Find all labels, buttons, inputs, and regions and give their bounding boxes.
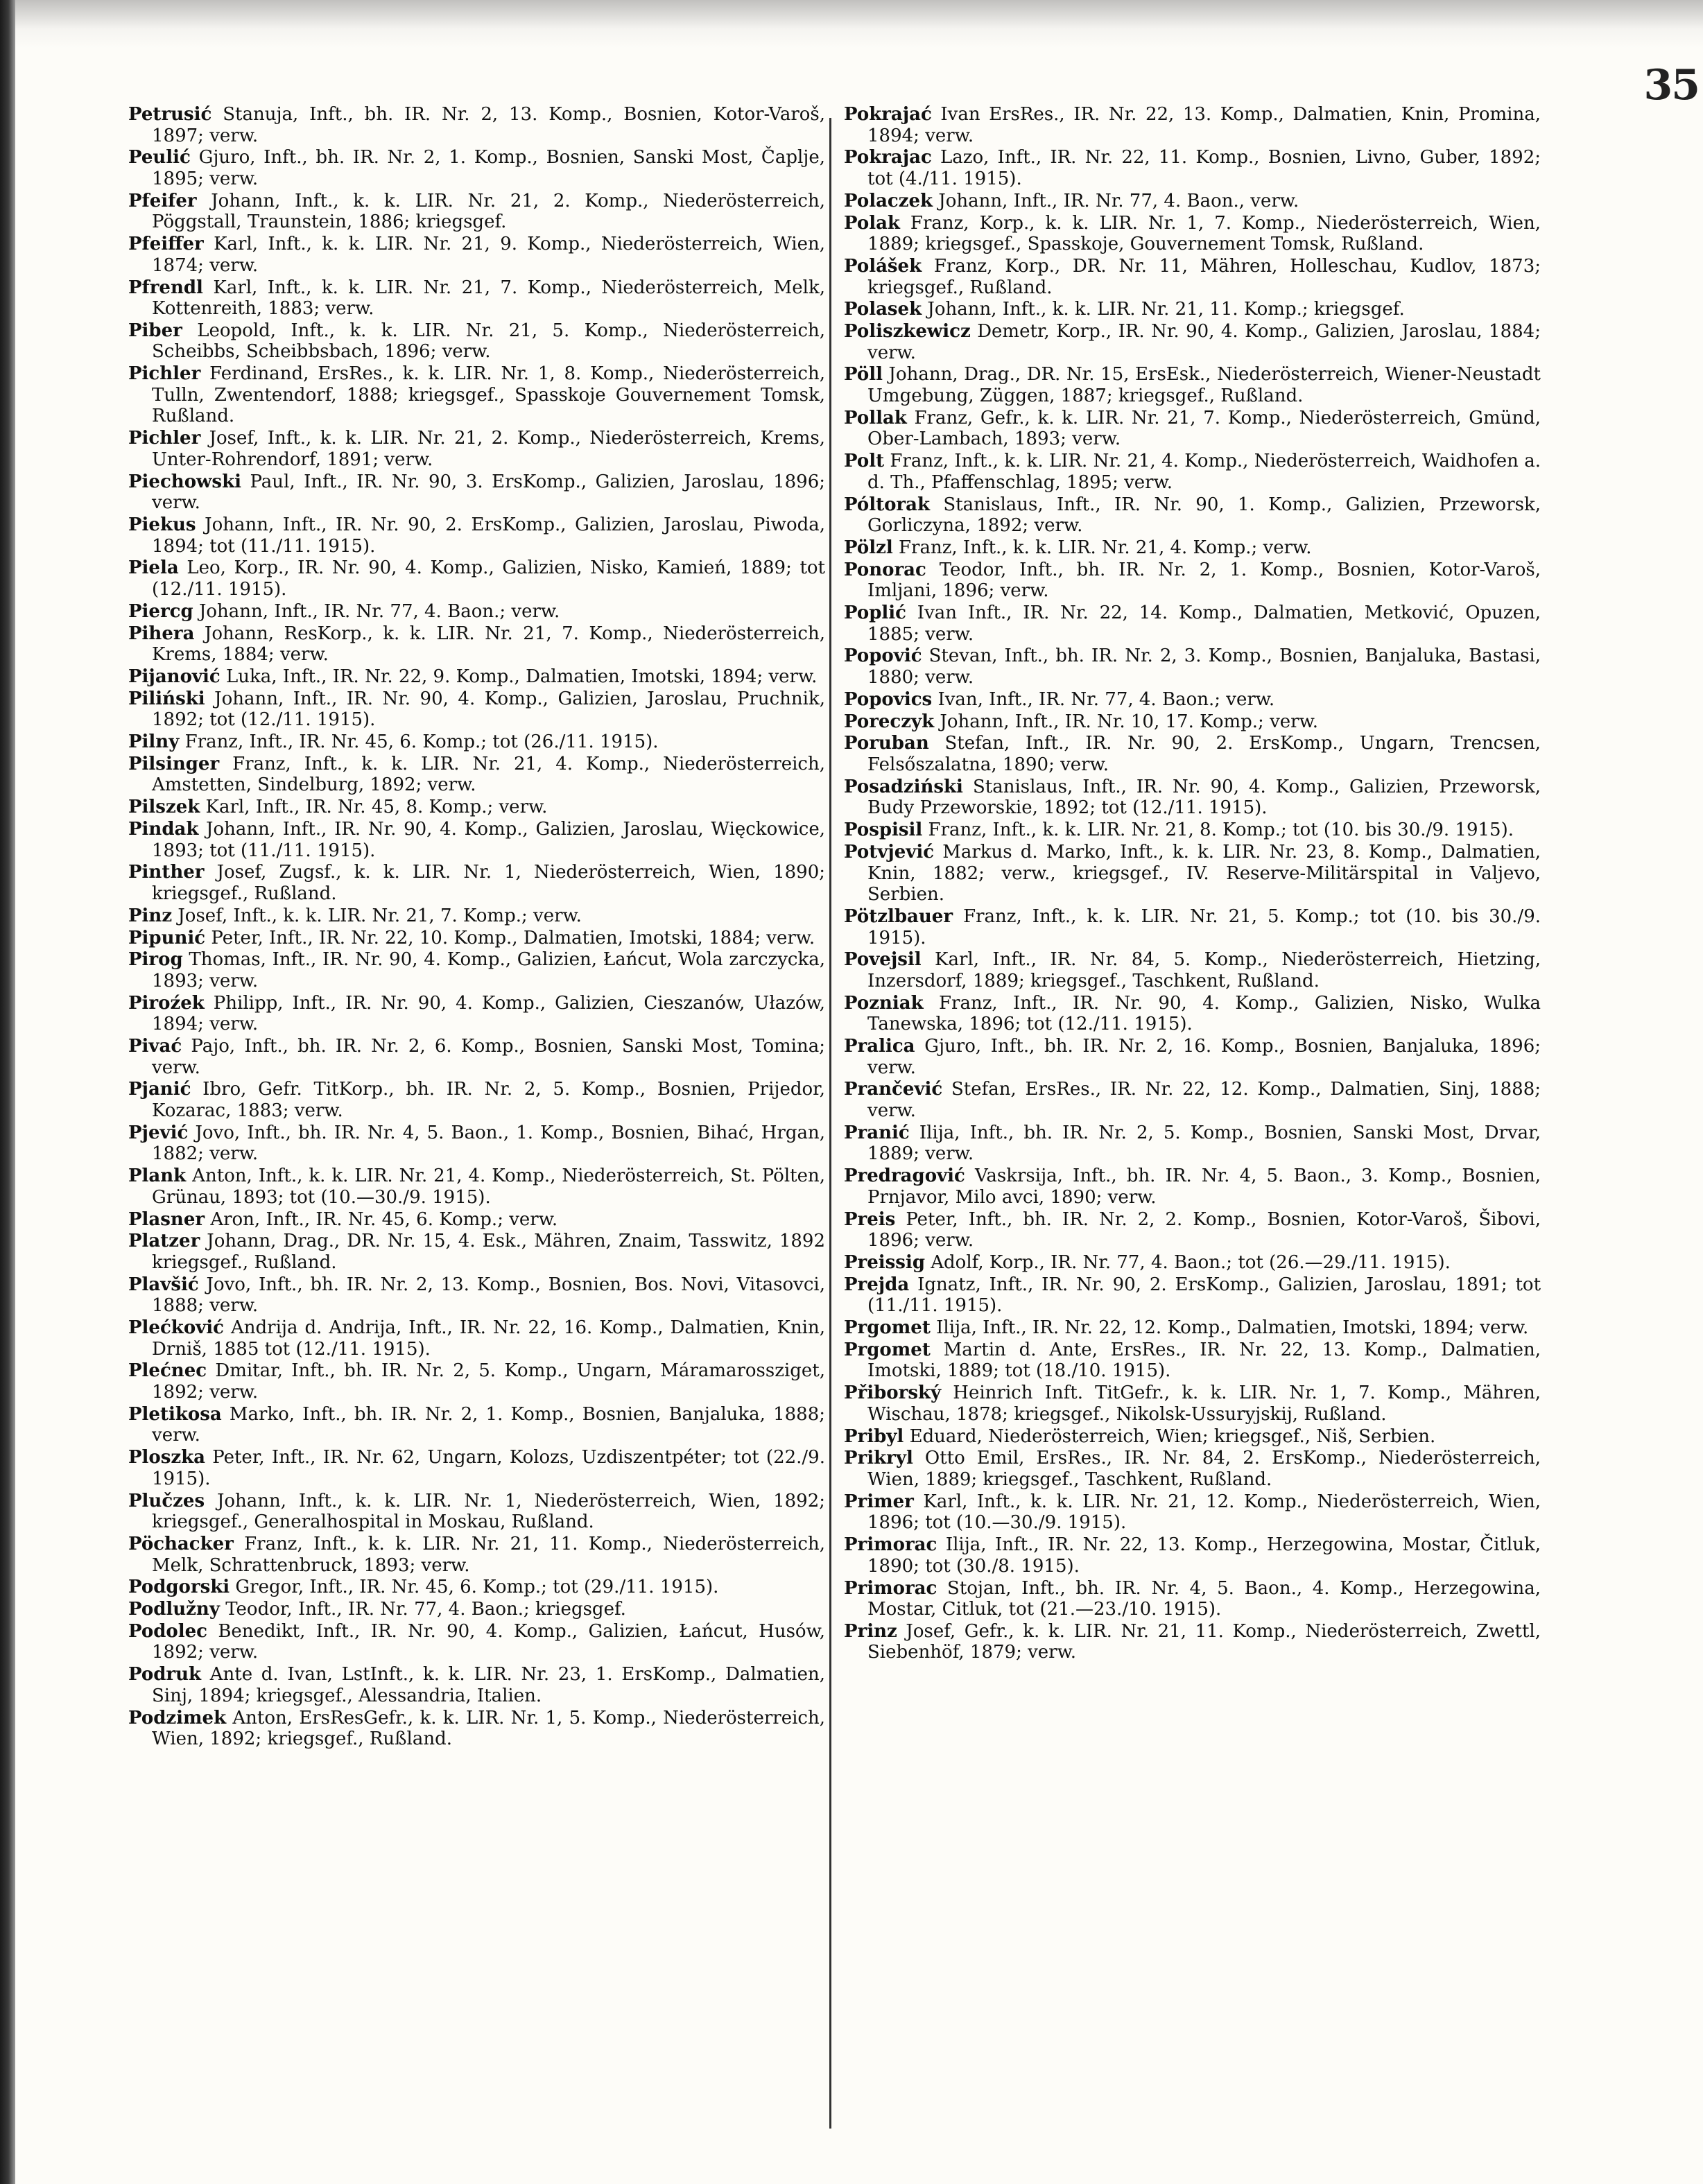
entry-surname: Polak <box>844 212 900 234</box>
list-entry <box>128 862 825 904</box>
list-entry <box>844 1340 1541 1382</box>
entry-details: Franz, Inft., k. k. LIR. Nr. 21, 11. Komp., Niederösterreich, Melk, Schrattenbruck, 1893; verw. <box>152 1533 826 1576</box>
list-entry <box>844 321 1541 363</box>
entry-details: Josef, Inft., k. k. LIR. Nr. 21, 7. Komp.; verw. <box>178 905 582 926</box>
entry-details: Martin d. Ante, ErsRes., IR. Nr. 22, 13. Komp., Dalmatien, Imotski, 1889; tot (18./10. 1915). <box>867 1339 1541 1382</box>
entry-details: Johann, Inft., IR. Nr. 10, 17. Komp.; verw. <box>940 711 1319 732</box>
entry-details: Johann, Inft., IR. Nr. 90, 4. Komp., Galizien, Jaroslau, Pruchnik, 1892; tot (12./11. 1915). <box>152 688 825 731</box>
entry-details: Stefan, Inft., IR. Nr. 90, 2. ErsKomp., Ungarn, Trencsen, Felsőszalatna, 1890; verw. <box>867 733 1541 775</box>
list-entry <box>128 819 825 861</box>
entry-surname: Pletikosa <box>128 1403 222 1425</box>
list-entry <box>844 1209 1541 1251</box>
entry-details: Gjuro, Inft., bh. IR. Nr. 2, 16. Komp., Bosnien, Banjaluka, 1896; verw. <box>867 1036 1541 1078</box>
list-entry <box>844 777 1541 819</box>
entry-surname: Podolec <box>128 1620 207 1642</box>
entry-details: Peter, Inft., IR. Nr. 62, Ungarn, Kolozs, Uzdiszentpéter; tot (22./9. 1915). <box>152 1447 825 1489</box>
entry-details: Paul, Inft., IR. Nr. 90, 3. ErsKomp., Galizien, Jaroslau, 1896; verw. <box>152 471 826 514</box>
entry-details: Johann, Inft., IR. Nr. 77, 4. Baon., verw. <box>938 190 1299 211</box>
entry-surname: Poplić <box>844 603 906 624</box>
list-entry <box>844 1534 1541 1577</box>
entry-surname: Petrusić <box>128 104 212 125</box>
list-entry <box>128 1534 825 1576</box>
entry-details: Ilija, Inft., IR. Nr. 22, 12. Komp., Dalmatien, Imotski, 1894; verw. <box>936 1317 1529 1339</box>
entry-surname: Piekus <box>128 514 196 535</box>
entry-details: Stojan, Inft., bh. IR. Nr. 4, 5. Baon., 4. Komp., Herzegowina, Mostar, Citluk, tot (21.—23./10. 1915). <box>867 1577 1541 1620</box>
list-entry <box>128 905 825 927</box>
entry-surname: Peulić <box>128 147 191 168</box>
list-entry <box>128 754 825 796</box>
list-entry <box>128 928 825 949</box>
entry-surname: Póltorak <box>844 494 930 515</box>
list-entry <box>844 299 1541 320</box>
list-entry <box>844 906 1541 948</box>
list-entry <box>128 993 825 1035</box>
entry-surname: Plasner <box>128 1208 205 1230</box>
column-divider <box>829 118 831 2129</box>
entry-surname: Primorac <box>844 1577 937 1599</box>
list-entry <box>128 104 825 146</box>
entry-surname: Prejda <box>844 1274 910 1295</box>
entry-details: Josef, Zugsf., k. k. LIR. Nr. 1, Niederösterreich, Wien, 1890; kriegsgef., Rußland. <box>152 862 826 904</box>
entry-surname: Pollak <box>844 407 907 428</box>
entry-details: Markus d. Marko, Inft., k. k. LIR. Nr. 23, 8. Komp., Dalmatien, Knin, 1882; verw., kriegsgef., IV. Reserve-Militärspital in Valjevo, Serbien. <box>867 841 1541 905</box>
entry-details: Johann, Drag., DR. Nr. 15, ErsEsk., Niederösterreich, Wiener-Neustadt Umgebung, Züggen, 1887; kriegsgef., Rußland. <box>867 364 1541 407</box>
entry-surname: Podlužny <box>128 1599 220 1620</box>
list-entry <box>844 104 1541 146</box>
list-entry <box>844 364 1541 406</box>
entry-details: Gjuro, Inft., bh. IR. Nr. 2, 1. Komp., Bosnien, Sanski Most, Čaplje, 1895; verw. <box>152 147 825 189</box>
entry-details: Teodor, Inft., IR. Nr. 77, 4. Baon.; kriegsgef. <box>225 1599 626 1620</box>
list-entry <box>128 147 825 189</box>
entry-details: Pajo, Inft., bh. IR. Nr. 2, 6. Komp., Bosnien, Sanski Most, Tomina; verw. <box>152 1036 825 1078</box>
entry-details: Stanislaus, Inft., IR. Nr. 90, 1. Komp., Galizien, Przeworsk, Gorliczyna, 1892; verw. <box>867 494 1541 537</box>
entry-surname: Preis <box>844 1208 896 1230</box>
entry-surname: Pindak <box>128 818 199 840</box>
entry-details: Adolf, Korp., IR. Nr. 77, 4. Baon.; tot (26.—29./11. 1915). <box>931 1251 1451 1273</box>
entry-details: Stanislaus, Inft., IR. Nr. 90, 4. Komp., Galizien, Przeworsk, Budy Przeworskie, 1892; tot (12./11. 1915). <box>867 776 1541 819</box>
list-entry <box>844 645 1541 688</box>
entry-surname: Pöchacker <box>128 1533 234 1554</box>
entry-details: Teodor, Inft., bh. IR. Nr. 2, 1. Komp., Bosnien, Kotor-Varoš, Imljani, 1896; verw. <box>867 559 1541 602</box>
list-entry <box>128 797 825 818</box>
entry-details: Demetr, Korp., IR. Nr. 90, 4. Komp., Galizien, Jaroslau, 1884; verw. <box>867 321 1541 363</box>
entry-surname: Piliński <box>128 688 205 709</box>
entry-details: Johann, Inft., k. k. LIR. Nr. 21, 2. Komp., Niederösterreich, Pöggstall, Traunstein, 1886; kriegsgef. <box>152 190 826 233</box>
list-entry <box>844 147 1541 189</box>
list-entry <box>128 1274 825 1317</box>
entry-surname: Plučzes <box>128 1490 205 1511</box>
entry-surname: Pokrajac <box>844 147 932 168</box>
entry-details: Dmitar, Inft., bh. IR. Nr. 2, 5. Komp., Ungarn, Máramarossziget, 1892; verw. <box>152 1360 826 1403</box>
list-entry <box>128 1360 825 1403</box>
entry-details: Leo, Korp., IR. Nr. 90, 4. Komp., Galizien, Nisko, Kamień, 1889; tot (12./11. 1915). <box>152 557 826 600</box>
entry-details: Karl, Inft., k. k. LIR. Nr. 21, 7. Komp., Niederösterreich, Melk, Kottenreith, 1883; verw. <box>152 277 826 320</box>
entry-surname: Piechowski <box>128 471 241 492</box>
list-entry <box>844 842 1541 905</box>
entry-details: Johann, Inft., IR. Nr. 90, 2. ErsKomp., Galizien, Jaroslau, Piwoda, 1894; tot (11./11. 1915). <box>152 514 826 557</box>
entry-details: Jovo, Inft., bh. IR. Nr. 4, 5. Baon., 1. Komp., Bosnien, Bihać, Hrgan, 1882; verw. <box>152 1122 825 1165</box>
list-entry <box>128 1036 825 1078</box>
entry-surname: Pinz <box>128 905 173 926</box>
entry-details: Johann, Inft., IR. Nr. 90, 4. Komp., Galizien, Jaroslau, Więckowice, 1893; tot (11./11. 1915). <box>152 818 826 861</box>
entry-surname: Pospisil <box>844 820 923 841</box>
list-entry <box>128 688 825 731</box>
list-entry <box>128 1165 825 1208</box>
entry-surname: Prgomet <box>844 1317 931 1339</box>
list-entry <box>128 191 825 233</box>
entry-surname: Prinz <box>844 1620 897 1642</box>
entry-surname: Pilsinger <box>128 753 220 774</box>
list-entry <box>844 993 1541 1035</box>
entry-surname: Podgorski <box>128 1577 230 1598</box>
entry-details: Stefan, ErsRes., IR. Nr. 22, 12. Komp., Dalmatien, Sinj, 1888; verw. <box>867 1079 1541 1121</box>
list-entry <box>844 537 1541 559</box>
entry-surname: Povejsil <box>844 949 922 971</box>
entry-details: Ibro, Gefr. TitKorp., bh. IR. Nr. 2, 5. Komp., Bosnien, Prijedor, Kozarac, 1883; verw. <box>152 1079 825 1121</box>
entry-surname: Piercg <box>128 600 193 622</box>
list-entry <box>128 277 825 320</box>
list-entry <box>844 603 1541 645</box>
list-entry <box>128 1708 825 1750</box>
entry-details: Heinrich Inft. TitGefr., k. k. LIR. Nr. 1, 7. Komp., Mähren, Wischau, 1878; kriegsgef., Nikolsk-Ussuryjskij, Rußland. <box>867 1383 1541 1425</box>
right-column <box>844 104 1541 1664</box>
entry-surname: Pijanović <box>128 666 221 687</box>
entry-surname: Pinther <box>128 862 205 883</box>
entry-details: Jovo, Inft., bh. IR. Nr. 2, 13. Komp., Bosnien, Bos. Novi, Vitasovci, 1888; verw. <box>152 1274 826 1317</box>
entry-details: Johann, Drag., DR. Nr. 15, 4. Esk., Mähren, Znaim, Tasswitz, 1892 kriegsgef., Rußland. <box>152 1231 826 1273</box>
list-entry <box>844 820 1541 841</box>
list-entry <box>844 1252 1541 1274</box>
entry-surname: Pichler <box>128 363 201 385</box>
entry-surname: Pichler <box>128 428 201 449</box>
entry-details: Johann, Inft., k. k. LIR. Nr. 1, Niederösterreich, Wien, 1892; kriegsgef., Generalhospital in Moskau, Rußland. <box>152 1490 826 1533</box>
list-entry <box>128 1123 825 1165</box>
entry-details: Philipp, Inft., IR. Nr. 90, 4. Komp., Galizien, Cieszanów, Ułazów, 1894; verw. <box>152 992 825 1035</box>
list-entry <box>128 1577 825 1598</box>
list-entry <box>844 1165 1541 1208</box>
entry-details: Franz, Inft., k. k. LIR. Nr. 21, 4. Komp., Niederösterreich, Amstetten, Sindelburg, 1892; verw. <box>152 753 825 796</box>
list-entry <box>844 560 1541 602</box>
left-column <box>128 104 825 1751</box>
page-number: 35 <box>1643 61 1699 110</box>
entry-details: Andrija d. Andrija, Inft., IR. Nr. 22, 16. Komp., Dalmatien, Knin, Drniš, 1885 tot (12./11. 1915). <box>152 1317 826 1360</box>
list-entry <box>128 234 825 276</box>
entry-surname: Ponorac <box>844 559 926 580</box>
entry-details: Franz, Gefr., k. k. LIR. Nr. 21, 7. Komp., Niederösterreich, Gmünd, Ober-Lambach, 1893; verw. <box>867 407 1541 450</box>
list-entry <box>128 601 825 623</box>
entry-details: Gregor, Inft., IR. Nr. 45, 6. Komp.; tot (29./11. 1915). <box>235 1577 719 1598</box>
entry-surname: Pfeiffer <box>128 234 204 255</box>
entry-surname: Pipunić <box>128 927 206 948</box>
entry-details: Peter, Inft., bh. IR. Nr. 2, 2. Komp., Bosnien, Kotor-Varoš, Šibovi, 1896; verw. <box>867 1208 1541 1251</box>
entry-surname: Pokrajać <box>844 104 932 125</box>
entry-details: Franz, Inft., k. k. LIR. Nr. 21, 4. Komp.; verw. <box>898 537 1312 558</box>
entry-surname: Polaczek <box>844 190 933 211</box>
list-entry <box>844 213 1541 255</box>
list-entry <box>844 256 1541 298</box>
entry-details: Stanuja, Inft., bh. IR. Nr. 2, 13. Komp., Bosnien, Kotor-Varoš, 1897; verw. <box>152 104 826 146</box>
entry-details: Ferdinand, ErsRes., k. k. LIR. Nr. 1, 8. Komp., Niederösterreich, Tulln, Zwentendorf, 1888; kriegsgef., Spasskoje Gouvernement Tomsk, Rußland. <box>152 363 826 427</box>
entry-surname: Posadziński <box>844 776 963 797</box>
entry-surname: Plećković <box>128 1317 224 1339</box>
list-entry <box>128 428 825 470</box>
entry-surname: Pihera <box>128 623 195 644</box>
entry-details: Josef, Gefr., k. k. LIR. Nr. 21, 11. Komp., Niederösterreich, Zwettl, Siebenhöf, 1879; verw. <box>867 1620 1541 1663</box>
entry-details: Anton, ErsResGefr., k. k. LIR. Nr. 1, 5. Komp., Niederösterreich, Wien, 1892; kriegsgef., Rußland. <box>152 1707 825 1750</box>
list-entry <box>128 1317 825 1360</box>
list-entry <box>128 949 825 991</box>
entry-details: Vaskrsija, Inft., bh. IR. Nr. 4, 5. Baon., 3. Komp., Bosnien, Prnjavor, Milo avci, 1890; verw. <box>867 1165 1541 1208</box>
list-entry <box>844 1079 1541 1121</box>
entry-surname: Podzimek <box>128 1707 227 1728</box>
list-entry <box>128 1209 825 1231</box>
entry-details: Aron, Inft., IR. Nr. 45, 6. Komp.; verw. <box>210 1208 558 1230</box>
entry-details: Ilija, Inft., IR. Nr. 22, 13. Komp., Herzegowina, Mostar, Čitluk, 1890; tot (30./8. 1915). <box>867 1534 1541 1577</box>
list-entry <box>844 191 1541 212</box>
entry-surname: Prančević <box>844 1079 943 1100</box>
entry-details: Lazo, Inft., IR. Nr. 22, 11. Komp., Bosnien, Livno, Guber, 1892; tot (4./11. 1915). <box>867 147 1541 189</box>
list-entry <box>844 733 1541 775</box>
list-entry <box>128 1599 825 1620</box>
entry-surname: Primer <box>844 1491 914 1512</box>
entry-surname: Plećnec <box>128 1360 207 1382</box>
list-entry <box>128 623 825 666</box>
entry-details: Franz, Inft., k. k. LIR. Nr. 21, 4. Komp., Niederösterreich, Waidhofen a. d. Th., Pfaffenschlag, 1895; verw. <box>867 451 1541 493</box>
entry-details: Johann, Inft., k. k. LIR. Nr. 21, 11. Komp.; kriegsgef. <box>927 299 1405 320</box>
list-entry <box>844 494 1541 537</box>
entry-details: Stevan, Inft., bh. IR. Nr. 2, 3. Komp., Bosnien, Banjaluka, Bastasi, 1880; verw. <box>867 645 1541 688</box>
entry-surname: Poruban <box>844 733 929 754</box>
entry-surname: Pfrendl <box>128 277 203 298</box>
entry-details: Benedikt, Inft., IR. Nr. 90, 4. Komp., Galizien, Łańcut, Husów, 1892; verw. <box>152 1620 826 1663</box>
list-entry <box>844 949 1541 991</box>
entry-details: Ante d. Ivan, LstInft., k. k. LIR. Nr. 23, 1. ErsKomp., Dalmatien, Sinj, 1894; kriegsgef., Alessandria, Italien. <box>152 1664 825 1706</box>
entry-surname: Pirog <box>128 949 183 971</box>
entry-surname: Preissig <box>844 1251 925 1273</box>
list-entry <box>844 1426 1541 1448</box>
entry-surname: Polt <box>844 451 885 472</box>
entry-surname: Pjanić <box>128 1079 191 1100</box>
entry-surname: Prgomet <box>844 1339 931 1360</box>
entry-surname: Popovics <box>844 688 933 710</box>
entry-details: Franz, Korp., k. k. LIR. Nr. 1, 7. Komp., Niederösterreich, Wien, 1889; kriegsgef., Spasskoje, Gouvernement Tomsk, Rußland. <box>867 212 1541 255</box>
entry-details: Karl, Inft., k. k. LIR. Nr. 21, 9. Komp., Niederösterreich, Wien, 1874; verw. <box>152 234 826 276</box>
list-entry <box>128 731 825 753</box>
entry-surname: Popović <box>844 645 922 667</box>
entry-surname: Primorac <box>844 1534 937 1556</box>
list-entry <box>844 689 1541 711</box>
entry-surname: Pjević <box>128 1122 189 1143</box>
entry-surname: Pölzl <box>844 537 893 558</box>
list-entry <box>844 1621 1541 1663</box>
entry-surname: Pilszek <box>128 797 200 818</box>
list-entry <box>128 557 825 600</box>
entry-details: Marko, Inft., bh. IR. Nr. 2, 1. Komp., Bosnien, Banjaluka, 1888; verw. <box>152 1403 825 1446</box>
entry-surname: Piroźek <box>128 992 205 1014</box>
entry-details: Eduard, Niederösterreich, Wien; kriegsgef., Niš, Serbien. <box>909 1425 1436 1447</box>
entry-surname: Polasek <box>844 299 922 320</box>
entry-surname: Platzer <box>128 1231 200 1252</box>
entry-surname: Pilny <box>128 731 180 753</box>
entry-surname: Pozniak <box>844 992 924 1014</box>
list-entry <box>128 514 825 557</box>
entry-surname: Plavšić <box>128 1274 199 1295</box>
list-entry <box>128 363 825 427</box>
entry-surname: Plank <box>128 1165 187 1187</box>
top-scan-shadow <box>15 0 1703 49</box>
entry-details: Franz, Inft., k. k. LIR. Nr. 21, 8. Komp.; tot (10. bis 30./9. 1915). <box>928 820 1514 841</box>
entry-surname: Polášek <box>844 255 922 277</box>
entry-details: Ivan Inft., IR. Nr. 22, 14. Komp., Dalmatien, Metković, Opuzen, 1885; verw. <box>867 603 1541 645</box>
entry-details: Ignatz, Inft., IR. Nr. 90, 2. ErsKomp., Galizien, Jaroslau, 1891; tot (11./11. 1915). <box>867 1274 1541 1317</box>
entry-surname: Predragović <box>844 1165 965 1187</box>
entry-surname: Pranić <box>844 1122 910 1143</box>
entry-details: Karl, Inft., IR. Nr. 45, 8. Komp.; verw. <box>205 797 548 818</box>
entry-details: Franz, Inft., IR. Nr. 90, 4. Komp., Galizien, Nisko, Wulka Tanewska, 1896; tot (12./11. 1915). <box>867 992 1541 1035</box>
entry-details: Franz, Korp., DR. Nr. 11, Mähren, Holleschau, Kudlov, 1873; kriegsgef., Rußland. <box>867 255 1541 298</box>
entry-details: Otto Emil, ErsRes., IR. Nr. 84, 2. ErsKomp., Niederösterreich, Wien, 1889; kriegsgef., Taschkent, Rußland. <box>867 1448 1541 1490</box>
entry-surname: Poliszkewicz <box>844 321 971 343</box>
entry-details: Karl, Inft., k. k. LIR. Nr. 21, 12. Komp., Niederösterreich, Wien, 1896; tot (10.—30./9. 1915). <box>867 1491 1541 1534</box>
entry-details: Thomas, Inft., IR. Nr. 90, 4. Komp., Galizien, Łańcut, Wola zarczycka, 1893; verw. <box>152 949 826 991</box>
list-entry <box>128 471 825 514</box>
entry-details: Leopold, Inft., k. k. LIR. Nr. 21, 5. Komp., Niederösterreich, Scheibbs, Scheibbsbach, 1896; verw. <box>152 320 826 363</box>
entry-surname: Piber <box>128 320 182 341</box>
entry-details: Ivan ErsRes., IR. Nr. 22, 13. Komp., Dalmatien, Knin, Promina, 1894; verw. <box>867 104 1541 146</box>
list-entry <box>844 1578 1541 1620</box>
list-entry <box>844 1448 1541 1490</box>
list-entry <box>844 451 1541 493</box>
list-entry <box>844 1123 1541 1165</box>
list-entry <box>844 711 1541 733</box>
entry-surname: Piela <box>128 557 179 579</box>
entry-surname: Potvjević <box>844 841 935 863</box>
entry-details: Karl, Inft., IR. Nr. 84, 5. Komp., Niederösterreich, Hietzing, Inzersdorf, 1889; kriegsgef., Taschkent, Rußland. <box>867 949 1541 991</box>
entry-surname: Pivać <box>128 1036 182 1057</box>
list-entry <box>128 1404 825 1446</box>
list-entry <box>128 1079 825 1121</box>
entry-details: Johann, ResKorp., k. k. LIR. Nr. 21, 7. Komp., Niederösterreich, Krems, 1884; verw. <box>152 623 825 666</box>
list-entry <box>844 1383 1541 1425</box>
entry-surname: Prikryl <box>844 1448 913 1469</box>
entry-surname: Pötzlbauer <box>844 905 953 927</box>
entry-surname: Přiborský <box>844 1383 942 1404</box>
entry-surname: Ploszka <box>128 1447 206 1468</box>
list-entry <box>128 1231 825 1273</box>
list-entry <box>844 1036 1541 1078</box>
list-entry <box>128 1447 825 1489</box>
list-entry <box>128 1664 825 1706</box>
entry-surname: Poreczyk <box>844 711 935 732</box>
list-entry <box>844 1491 1541 1534</box>
list-entry <box>128 320 825 363</box>
list-entry <box>844 408 1541 450</box>
entry-surname: Pöll <box>844 364 883 385</box>
list-entry <box>844 1274 1541 1317</box>
entry-details: Luka, Inft., IR. Nr. 22, 9. Komp., Dalmatien, Imotski, 1894; verw. <box>226 666 818 687</box>
entry-details: Franz, Inft., IR. Nr. 45, 6. Komp.; tot (26./11. 1915). <box>184 731 659 753</box>
list-entry <box>844 1317 1541 1339</box>
entry-surname: Podruk <box>128 1664 201 1685</box>
list-entry <box>128 666 825 688</box>
entry-details: Johann, Inft., IR. Nr. 77, 4. Baon.; verw. <box>198 600 560 622</box>
entry-details: Ilija, Inft., bh. IR. Nr. 2, 5. Komp., Bosnien, Sanski Most, Drvar, 1889; verw. <box>867 1122 1541 1165</box>
entry-surname: Pralica <box>844 1036 915 1057</box>
entry-details: Peter, Inft., IR. Nr. 22, 10. Komp., Dalmatien, Imotski, 1884; verw. <box>211 927 815 948</box>
scan-edge-shadow <box>0 0 15 2184</box>
entry-details: Josef, Inft., k. k. LIR. Nr. 21, 2. Komp., Niederösterreich, Krems, Unter-Rohrendorf, 1891; verw. <box>152 428 825 470</box>
entry-details: Ivan, Inft., IR. Nr. 77, 4. Baon.; verw. <box>937 688 1275 710</box>
entry-surname: Pfeifer <box>128 190 197 211</box>
list-entry <box>128 1621 825 1663</box>
entry-details: Franz, Inft., k. k. LIR. Nr. 21, 5. Komp.; tot (10. bis 30./9. 1915). <box>867 905 1541 948</box>
entry-surname: Pribyl <box>844 1425 904 1447</box>
list-entry <box>128 1491 825 1533</box>
entry-details: Anton, Inft., k. k. LIR. Nr. 21, 4. Komp., Niederösterreich, St. Pölten, Grünau, 1893; tot (10.—30./9. 1915). <box>152 1165 825 1208</box>
